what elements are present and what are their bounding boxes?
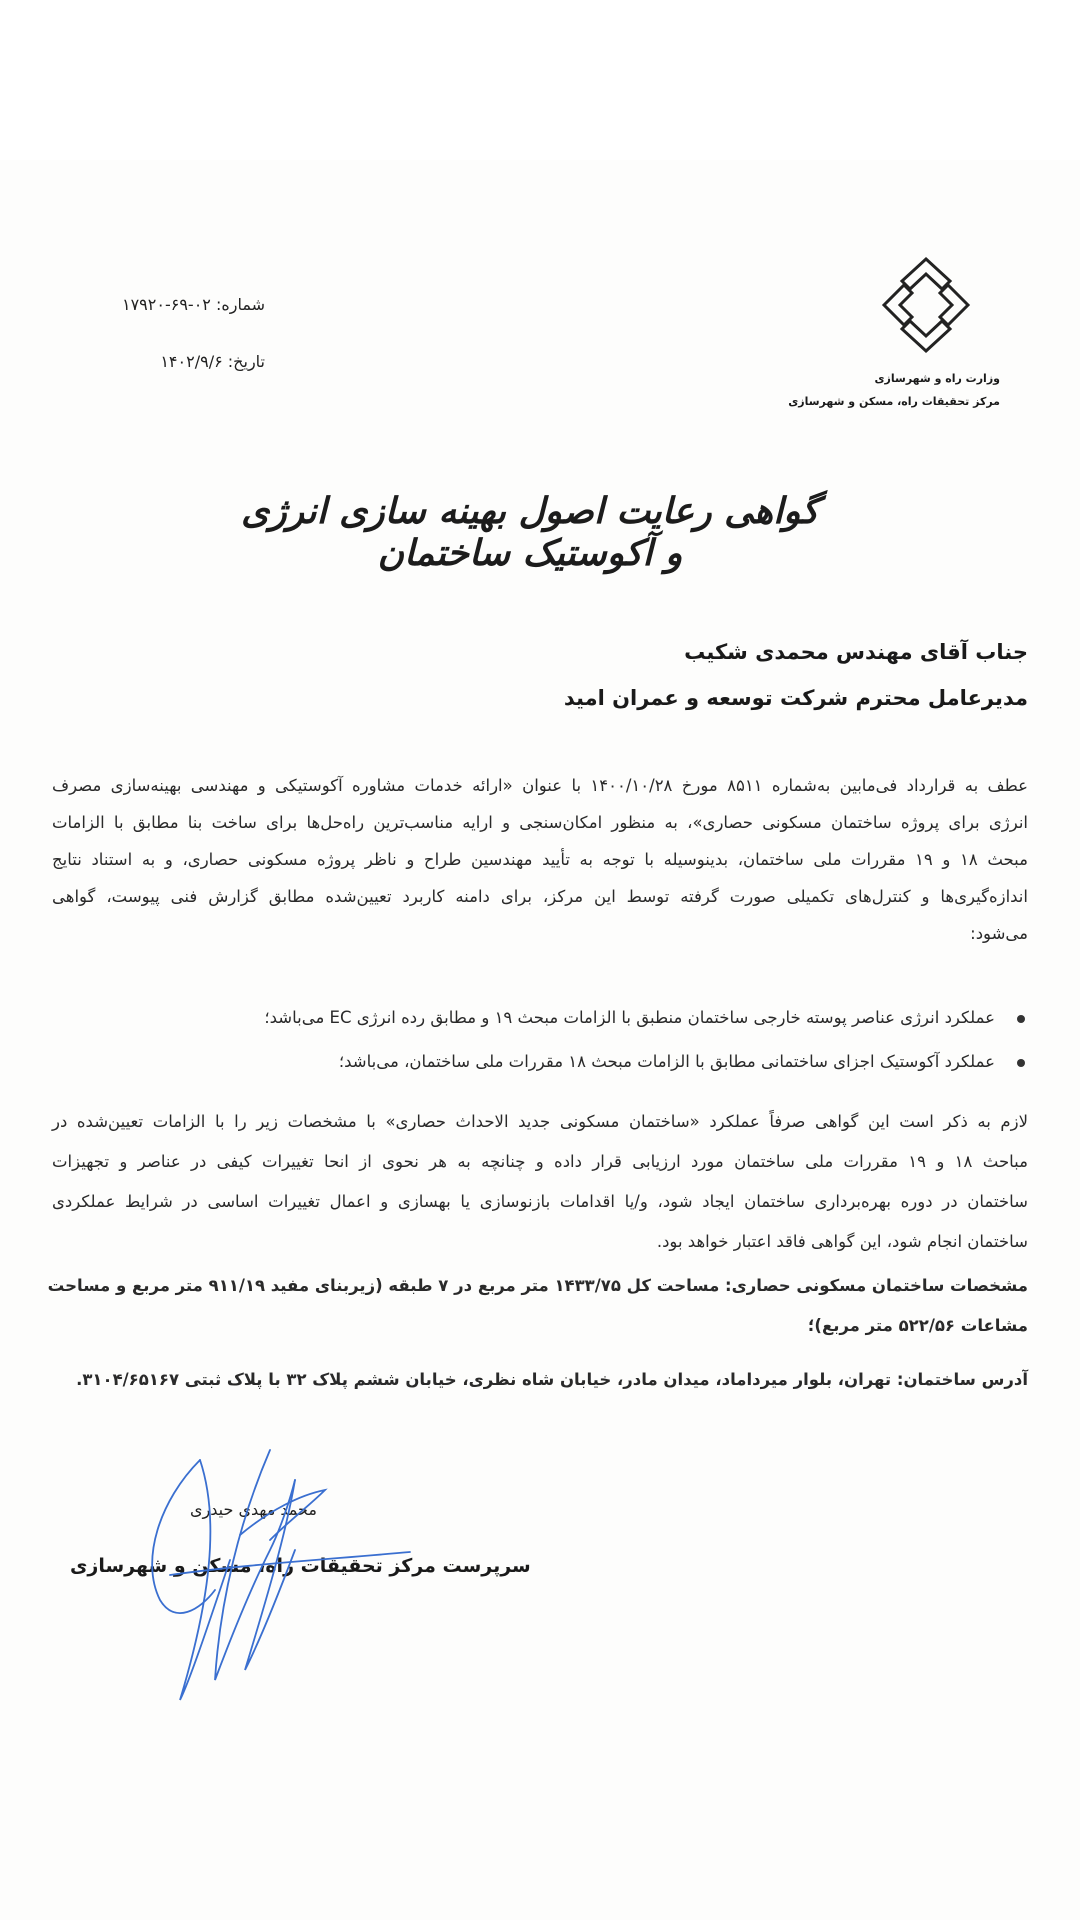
bullet-item [105, 1052, 1025, 1071]
ministry-logo-icon [880, 255, 972, 355]
signatory-title: سرپرست مرکز تحقیقات راه، مسکن و شهرسازی [70, 1555, 531, 1577]
number-label: شماره: [215, 295, 265, 314]
letter-date [160, 352, 265, 371]
logo-ministry-name: وزارت راه و شهرسازی [874, 372, 1000, 385]
number-value: ۰۲-۶۹-۱۷۹۲۰ [121, 295, 211, 314]
paragraph1-line: اندازه‌گیری‌ها و کنترل‌های تکمیلی صورت گرفته توسط این مرکز، برای دامنه کاربرد تعیین‌شده مطابق گزارش فنی پیوست، گواهی [52, 887, 1028, 906]
paragraph1-line: انرژی برای پروژه ساختمان مسکونی حصاری»، به منظور امکان‌سنجی و ارایه مناسب‌ترین راه‌حل‌ها برای ساخت بنا مطابق با الزامات [52, 813, 1028, 832]
building-address: آدرس ساختمان: تهران، بلوار میرداماد، میدان مادر، خیابان شاه نظری، خیابان ششم پلاک ۳۲ با پلاک ثبتی ۳۱۰۴/۶۵۱۶۷. [76, 1370, 1028, 1389]
certificate-title: گواهی رعایت اصول بهینه سازی انرژی و آکوستیک ساختمان [241, 490, 819, 574]
letter-number [122, 295, 265, 314]
paragraph2-line: مباحث ۱۸ و ۱۹ مقررات ملی ساختمان مورد ارزیابی قرار داده و چنانچه به هر نحوی از انحا تغییرات کیفی در عناصر و تجهیزات [52, 1152, 1028, 1171]
date-label: تاریخ: [227, 352, 265, 371]
paragraph2-line: ساختمان در دوره بهره‌برداری ساختمان ایجاد شود، و/یا اقدامات بازنوسازی یا بهسازی و اعمال تغییرات اساسی در شرایط عملکردی [52, 1192, 1028, 1211]
addressee-position: مدیرعامل محترم شرکت توسعه و عمران امید [563, 686, 1028, 710]
building-specs-line: مشاعات ۵۲۲/۵۶ متر مربع)؛ [807, 1316, 1028, 1335]
bullet-dot-icon [1017, 1059, 1025, 1067]
building-specs-line: مشخصات ساختمان مسکونی حصاری: مساحت کل ۱۴۳۳/۷۵ متر مربع در ۷ طبقه (زیربنای مفید ۹۱۱/۱۹ متر مربع و مساحت [47, 1276, 1028, 1295]
signatory-name: محمد مهدی حیدری [190, 1500, 317, 1519]
paragraph1-line: عطف به قرارداد فی‌مابین به‌شماره ۸۵۱۱ مورخ ۱۴۰۰/۱۰/۲۸ با عنوان «ارائه خدمات مشاوره آکوستیکی و مهندسی بهینه‌سازی مصرف [52, 776, 1029, 795]
paragraph2-line: ساختمان انجام شود، این گواهی فاقد اعتبار خواهد بود. [656, 1232, 1028, 1251]
bullet-item [105, 1008, 1025, 1027]
bullet-dot-icon [1017, 1015, 1025, 1023]
paragraph1-line: مبحث ۱۸ و ۱۹ مقررات ملی ساختمان، بدینوسیله با توجه به تأیید مهندسین طراح و ناظر پروژه مسکونی حصاری، و به استناد نتایج [52, 850, 1028, 869]
bullet-text: عملکرد انرژی عناصر پوسته خارجی ساختمان منطبق با الزامات مبحث ۱۹ و مطابق رده انرژی EC می‌باشد؛ [264, 1008, 995, 1027]
paragraph2-line: لازم به ذکر است این گواهی صرفاً عملکرد «ساختمان مسکونی جدید الاحداث حصاری» با مشخصات زیر را با الزامات تعیین‌شده در [52, 1112, 1028, 1131]
bullet-text: عملکرد آکوستیک اجزای ساختمانی مطابق با الزامات مبحث ۱۸ مقررات ملی ساختمان، می‌باشد؛ [338, 1052, 995, 1071]
date-value: ۱۴۰۲/۹/۶ [160, 352, 223, 371]
handwritten-signature [120, 1440, 450, 1710]
logo-center-name: مرکز تحقیقات راه، مسکن و شهرسازی [788, 395, 1000, 408]
paragraph1-line: می‌شود: [970, 924, 1028, 943]
addressee-name: جناب آقای مهندس محمدی شکیب [684, 640, 1028, 664]
